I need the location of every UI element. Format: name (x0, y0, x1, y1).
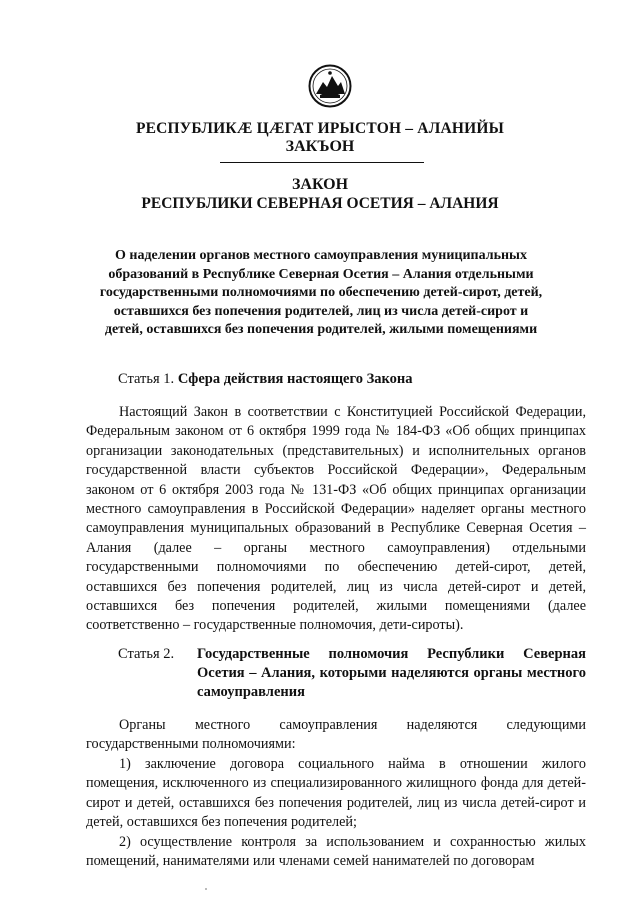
law-title: О наделении органов местного самоуправления муниципальных образований в Республике Северная Осетия – Алания отдельными государственными полномочиями по обеспечению детей-сирот, детей, оставшихся без попечения родителей, лиц из числа детей-сирот и детей, оставшихся без попечения родителей, жилыми помещениями (99, 248, 543, 337)
article-2-item-1: 1) заключение договора социального найма в отношении жилого помещения, исключенного из специализированного жилищного фонда для детей-сирот и детей, оставшихся без попечения родителей, лиц из числа детей-сирот и детей, оставшихся без попечения родителей; (86, 756, 586, 831)
republic-name-ossetian: РЕСПУБЛИКÆ ЦÆГАТ ИРЫСТОН – АЛАНИЙЫ (135, 120, 505, 137)
article-1-label: Статья 1. (118, 371, 175, 387)
article-2-label: Статья 2. (118, 646, 175, 662)
republic-name-russian: РЕСПУБЛИКИ СЕВЕРНАЯ ОСЕТИЯ – АЛАНИЯ (141, 195, 499, 212)
article-1-text: Настоящий Закон в соответствии с Конституцией Российской Федерации, Федеральным законом от 6 октября 1999 года № 184-ФЗ «Об общих принципах организации законодательных (представительных) и исполнительных органов государственной власти субъектов Российской Федерации», Федеральным законом от 6 октября 2003 года № 131-ФЗ «Об общих принципах организации местного самоуправления в Российской Федерации» наделяет органы местного самоуправления муниципальных образований в Республике Северная Осетия – Алания (далее – органы местного самоуправления) отдельными государственными полномочиями по обеспечению детей-сирот, детей, оставшихся без попечения родителей, лиц из числа детей-сирот и детей, оставшихся без попечения родителей, жилыми помещениями (далее соответственно – государственные полномочия, дети-сироты). (86, 404, 586, 634)
law-word-ossetian: ЗАКЪОН (285, 138, 355, 155)
article-1-heading (118, 371, 413, 388)
law-word-russian: ЗАКОН (291, 176, 349, 193)
header-divider (220, 162, 424, 163)
article-2-item-2: 2) осуществление контроля за использованием и сохранностью жилых помещений, нанимателями или членами семей нанимателей по договорам (86, 834, 586, 870)
article-2-title: Государственные полномочия Республики Северная Осетия – Алания, которыми наделяются органы местного самоуправления (197, 646, 586, 700)
republic-emblem-icon (308, 64, 352, 108)
article-1-title: Сфера действия настоящего Закона (177, 371, 413, 387)
article-2-intro: Органы местного самоуправления наделяются следующими государственными полномочиями: (86, 717, 586, 753)
scan-speck (205, 888, 207, 890)
